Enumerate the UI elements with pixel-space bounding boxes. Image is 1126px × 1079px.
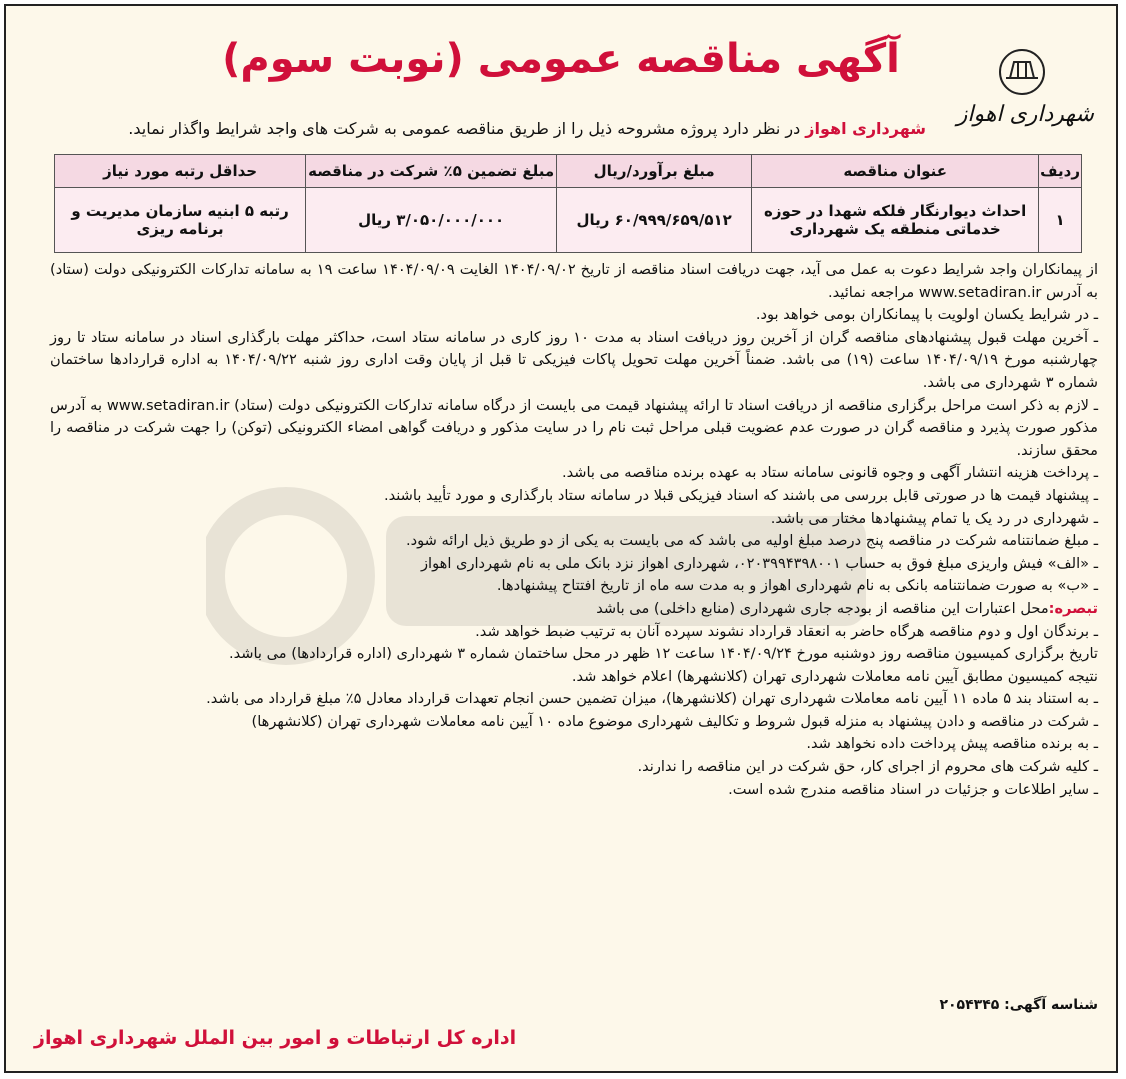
- header-row-number: ردیف: [1039, 155, 1082, 188]
- paragraph: ـ «الف» فیش واریزی مبلغ فوق به حساب ۰۲۰۳۹۹۴۳۹۸۰۰۱، شهرداری اهواز نزد بانک ملی به نام شهرداری اهواز: [421, 554, 1098, 572]
- paragraph: ـ به برنده مناقصه پیش پرداخت داده نخواهد شد.: [806, 735, 1098, 753]
- advertisement-frame: [4, 4, 1118, 1073]
- note-label: تبصره:: [1048, 599, 1098, 617]
- paragraph: ـ «ب» به صورت ضمانتنامه بانکی به نام شهرداری اهواز و به مدت سه ماه از تاریخ افتتاح پیشنهادها.: [496, 577, 1098, 595]
- paragraph: ـ پیشنهاد قیمت ها در صورتی قابل بررسی می باشند که اسناد فیزیکی قبلا در سامانه ستاد بارگذاری و مورد تأیید باشند.: [383, 486, 1098, 504]
- paragraph: ـ به استناد بند ۵ ماده ۱۱ آیین نامه معاملات شهرداری تهران (کلانشهرها)، میزان تضمین حسن انجام تعهدات قرارداد معادل ۵٪ مبلغ قرارداد می باشد.: [206, 690, 1098, 708]
- paragraph: ـ پرداخت هزینه انتشار آگهی و وجوه قانونی سامانه ستاد به عهده برنده مناقصه می باشد.: [561, 464, 1098, 482]
- cell-tender-title: احداث دیوارنگار فلکه شهدا در حوزه خدماتی منطقه یک شهرداری: [752, 188, 1039, 253]
- note-paragraph: [50, 598, 1098, 621]
- brand-name: شهرداری اهواز: [805, 119, 926, 138]
- table-header-row: [55, 155, 1082, 188]
- paragraph: نتیجه کمیسیون مطابق آیین نامه معاملات شهرداری تهران (کلانشهرها) اعلام خواهد شد.: [571, 667, 1098, 685]
- header-estimate: مبلغ برآورد/ریال: [557, 155, 752, 188]
- municipality-logo-icon: [998, 48, 1046, 96]
- paragraph: ـ شرکت در مناقصه و دادن پیشنهاد به منزله قبول شروط و تکالیف شهرداری موضوع ماده ۱۰ آیین نامه معاملات شهرداری تهران (کلانشهرها): [251, 712, 1098, 730]
- municipality-signature: شهرداری اهواز: [956, 102, 1094, 127]
- header-tender-title: عنوان مناقصه: [752, 155, 1039, 188]
- intro-line: [116, 119, 926, 138]
- tender-table: [54, 154, 1082, 253]
- paragraph: ـ شهرداری در رد یک یا تمام پیشنهادها مختار می باشد.: [770, 509, 1098, 527]
- notice-body: [50, 259, 1098, 801]
- ad-code: شناسه آگهی: ۲۰۵۴۳۴۵: [939, 997, 1098, 1013]
- paragraph: ـ آخرین مهلت قبول پیشنهادهای مناقصه گران از آخرین روز دریافت اسناد به مدت ۱۰ روز کاری در سامانه ستاد است، حداکثر مهلت بارگذاری اسناد در سامانه ستاد تا روز چهارشنبه مورخ ۱۴۰۴/۰۹/۱۹ ساعت (۱۹) می باشد. ضمناً آخرین مهلت تحویل پاکات فیزیکی تا قبل از پایان وقت اداری روز شنبه ۱۴۰۴/۰۹/۲۲ به اداره قراردادها ساختمان شماره ۳ شهرداری می باشد.: [50, 328, 1099, 391]
- cell-estimate: ۶۰/۹۹۹/۶۵۹/۵۱۲ ریال: [557, 188, 752, 253]
- cell-row-number: ۱: [1039, 188, 1082, 253]
- paragraph: ـ مبلغ ضمانتنامه شرکت در مناقصه پنج درصد مبلغ اولیه می باشد که می بایست به یکی از دو طریق ذیل ارائه شود.: [405, 532, 1098, 550]
- paragraph: از پیمانکاران واجد شرایط دعوت به عمل می آید، جهت دریافت اسناد مناقصه از تاریخ ۱۴۰۴/۰۹/۰۲ الغایت ۱۴۰۴/۰۹/۰۹ ساعت ۱۹ به سامانه تدارکات الکترونیکی دولت (ستاد) به آدرس www.setadiran.ir مراجعه نمائید.: [50, 261, 1098, 301]
- paragraph: ـ در شرایط یکسان اولویت با پیمانکاران بومی خواهد بود.: [755, 306, 1098, 324]
- paragraph: ـ کلیه شرکت های محروم از اجرای کار، حق شرکت در این مناقصه را ندارند.: [637, 758, 1098, 776]
- intro-text: در نظر دارد پروژه مشروحه ذیل را از طریق مناقصه عمومی به شرکت های واجد شرایط واگذار نماید.: [128, 119, 801, 138]
- footer-department: اداره کل ارتباطات و امور بین الملل شهرداری اهواز: [34, 1027, 517, 1049]
- paragraph: ـ سایر اطلاعات و جزئیات در اسناد مناقصه مندرج شده است.: [728, 780, 1098, 798]
- paragraph: ـ برندگان اول و دوم مناقصه هرگاه حاضر به انعقاد قرارداد نشوند سپرده آنان به ترتیب ضبط خواهد شد.: [475, 622, 1098, 640]
- cell-min-grade: رتبه ۵ ابنیه سازمان مدیریت و برنامه ریزی: [55, 188, 306, 253]
- paragraph: تاریخ برگزاری کمیسیون مناقصه روز دوشنبه مورخ ۱۴۰۴/۰۹/۲۴ ساعت ۱۲ ظهر در محل ساختمان شماره ۳ شهرداری (اداره قراردادها) می باشد.: [228, 645, 1098, 663]
- table-row: [55, 188, 1082, 253]
- page-title: آگهی مناقصه عمومی (نوبت سوم): [222, 36, 900, 82]
- cell-guarantee: ۳/۰۵۰/۰۰۰/۰۰۰ ریال: [306, 188, 557, 253]
- header-min-grade: حداقل رتبه مورد نیاز: [55, 155, 306, 188]
- header-guarantee: مبلغ تضمین ۵٪ شرکت در مناقصه: [306, 155, 557, 188]
- paragraph: ـ لازم به ذکر است مراحل برگزاری مناقصه از دریافت اسناد تا ارائه پیشنهاد قیمت می بایست از درگاه سامانه تدارکات الکترونیکی دولت (ستاد) www.setadiran.ir به آدرس مذکور صورت پذیرد و مناقصه گران در صورت عدم عضویت قبلی مراحل ثبت نام را در سایت مذکور و دریافت گواهی امضاء الکترونیکی (توکن) را جهت شرکت در مناقصه را محقق سازند.: [50, 396, 1098, 459]
- note-text: محل اعتبارات این مناقصه از بودجه جاری شهرداری (منابع داخلی) می باشد: [596, 599, 1049, 617]
